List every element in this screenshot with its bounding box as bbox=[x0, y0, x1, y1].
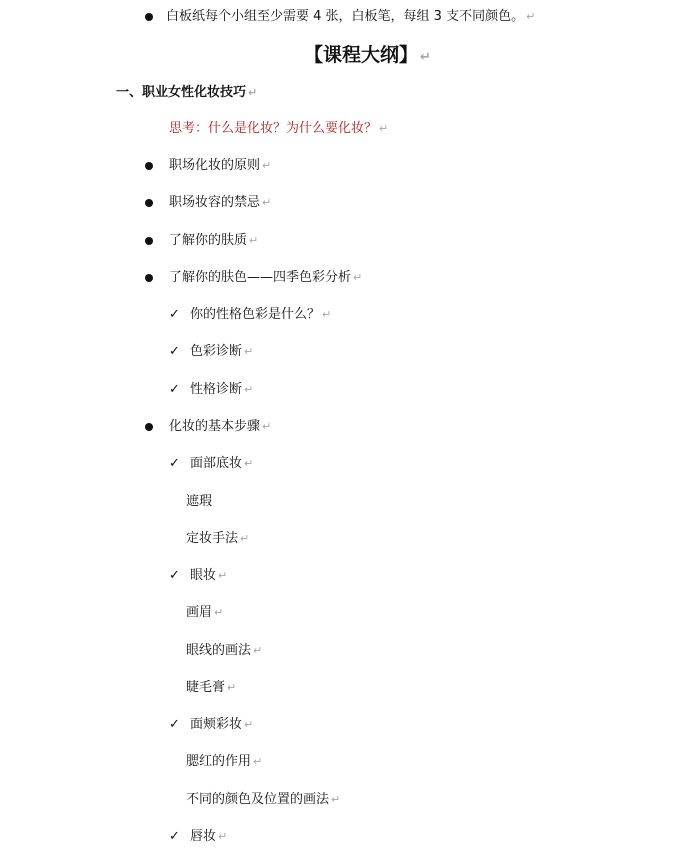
check-item: 面部底妆 ↵ bbox=[190, 456, 254, 471]
paragraph-mark-icon: ↵ bbox=[218, 830, 228, 843]
paragraph-mark-icon: ↵ bbox=[379, 122, 389, 135]
bullet-item: 化妆的基本步骤 ↵ bbox=[169, 419, 272, 434]
check-item: 性格诊断 ↵ bbox=[190, 382, 254, 397]
paragraph-mark-icon: ↵ bbox=[240, 532, 250, 545]
paragraph-mark-icon: ↵ bbox=[244, 457, 254, 470]
bullet-item: 职场化妆的原则 ↵ bbox=[169, 158, 272, 173]
bullet-icon bbox=[145, 274, 153, 282]
checkmark-icon: ✓ bbox=[169, 307, 180, 322]
paragraph-mark-icon: ↵ bbox=[249, 234, 259, 247]
page-title: 【课程大纲】 ↵ bbox=[304, 44, 431, 66]
sub-item: 不同的颜色及位置的画法 ↵ bbox=[186, 792, 341, 807]
paragraph-mark-icon: ↵ bbox=[262, 196, 272, 209]
paragraph-mark-icon: ↵ bbox=[227, 681, 237, 694]
bullet-icon bbox=[145, 13, 153, 21]
bullet-item: 了解你的肤质 ↵ bbox=[169, 233, 259, 248]
paragraph-mark-icon: ↵ bbox=[253, 644, 263, 657]
paragraph-mark-icon: ↵ bbox=[218, 569, 228, 582]
paragraph-mark-icon: ↵ bbox=[214, 606, 224, 619]
check-item: 面颊彩妆 ↵ bbox=[190, 717, 254, 732]
sub-item: 眼线的画法 ↵ bbox=[186, 643, 263, 658]
checkmark-icon: ✓ bbox=[169, 344, 180, 359]
checkmark-icon: ✓ bbox=[169, 568, 180, 583]
bullet-icon bbox=[145, 162, 153, 170]
sub-item: 定妆手法 ↵ bbox=[186, 531, 250, 546]
check-item: 唇妆 ↵ bbox=[190, 829, 228, 844]
checkmark-icon: ✓ bbox=[169, 382, 180, 397]
paragraph-mark-icon: ↵ bbox=[248, 86, 258, 99]
bullet-icon bbox=[145, 423, 153, 431]
check-item: 色彩诊断 ↵ bbox=[190, 344, 254, 359]
paragraph-mark-icon: ↵ bbox=[262, 420, 272, 433]
checkmark-icon: ✓ bbox=[169, 829, 180, 844]
check-item: 眼妆 ↵ bbox=[190, 568, 228, 583]
paragraph-mark-icon: ↵ bbox=[322, 308, 332, 321]
bullet-item: 职场妆容的禁忌 ↵ bbox=[169, 195, 272, 210]
sub-item: 腮红的作用 ↵ bbox=[186, 754, 263, 769]
section-heading: 一、职业女性化妆技巧 ↵ bbox=[116, 85, 258, 100]
sub-item: 画眉 ↵ bbox=[186, 605, 224, 620]
intro-bullet-text: 白板纸每个小组至少需要 4 张，白板笔，每组 3 支不同颜色。 ↵ bbox=[166, 9, 536, 24]
sub-item: 睫毛膏 ↵ bbox=[186, 680, 237, 695]
paragraph-mark-icon: ↵ bbox=[244, 383, 254, 396]
sub-item: 遮瑕 bbox=[186, 494, 213, 509]
paragraph-mark-icon: ↵ bbox=[244, 345, 254, 358]
bullet-item: 了解你的肤色——四季色彩分析 ↵ bbox=[169, 270, 363, 285]
paragraph-mark-icon: ↵ bbox=[262, 159, 272, 172]
paragraph-mark-icon: ↵ bbox=[331, 793, 341, 806]
bullet-icon bbox=[145, 199, 153, 207]
paragraph-mark-icon: ↵ bbox=[244, 718, 254, 731]
checkmark-icon: ✓ bbox=[169, 717, 180, 732]
question-text: 思考：什么是化妆？为什么要化妆？ ↵ bbox=[169, 121, 389, 136]
paragraph-mark-icon: ↵ bbox=[526, 10, 536, 23]
bullet-icon bbox=[145, 237, 153, 245]
check-item: 你的性格色彩是什么？ ↵ bbox=[190, 307, 332, 322]
paragraph-mark-icon: ↵ bbox=[253, 755, 263, 768]
paragraph-mark-icon: ↵ bbox=[353, 271, 363, 284]
paragraph-mark-icon: ↵ bbox=[420, 50, 431, 65]
checkmark-icon: ✓ bbox=[169, 456, 180, 471]
